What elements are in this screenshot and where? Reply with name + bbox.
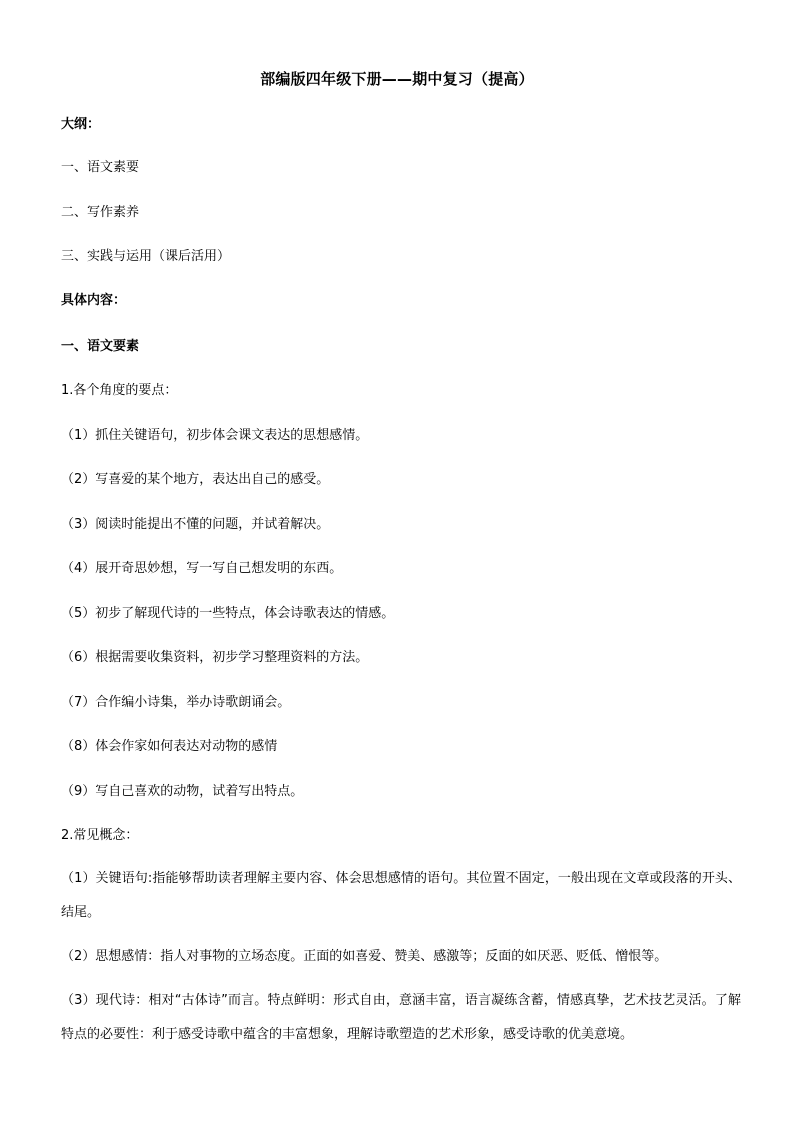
outline-heading: 大纲：	[61, 117, 101, 132]
subsection-2-heading: 2.常见概念：	[61, 828, 139, 843]
outline-item-1: 一、语文素要	[61, 160, 140, 175]
details-heading: 具体内容：	[61, 293, 127, 308]
key-point-9: （9）写自己喜欢的动物，试着写出特点。	[61, 784, 304, 799]
key-point-1: （1）抓住关键语句，初步体会课文表达的思想感情。	[61, 428, 369, 443]
concept-3: （3）现代诗：相对“古体诗”而言。特点鲜明：形式自由，意涵丰富，语言凝练含蓄，情感真挚，艺术技艺灵活。了解特点的必要性：利于感受诗歌中蕴含的丰富想象，理解诗歌塑造的艺术形象，感受诗歌的优美意境。	[61, 993, 741, 1042]
key-point-2: （2）写喜爱的某个地方，表达出自己的感受。	[61, 472, 330, 487]
outline-item-2: 二、写作素养	[61, 205, 140, 220]
key-point-5: （5）初步了解现代诗的一些特点，体会诗歌表达的情感。	[61, 606, 395, 621]
key-point-8: （8）体会作家如何表达对动物的感情	[61, 739, 278, 754]
key-point-7: （7）合作编小诗集，举办诗歌朗诵会。	[61, 695, 291, 710]
key-point-4: （4）展开奇思妙想，写一写自己想发明的东西。	[61, 561, 343, 576]
outline-item-3: 三、实践与运用（课后活用）	[61, 249, 231, 264]
subsection-1-heading: 1.各个角度的要点：	[61, 383, 178, 398]
concept-2: （2）思想感情：指人对事物的立场态度。正面的如喜爱、赞美、感激等；反面的如厌恶、贬低、憎恨等。	[61, 949, 668, 964]
key-point-3: （3）阅读时能提出不懂的问题，并试着解决。	[61, 517, 330, 532]
page-title: 部编版四年级下册——期中复习（提高）	[260, 70, 534, 88]
key-point-6: （6）根据需要收集资料，初步学习整理资料的方法。	[61, 650, 369, 665]
concept-1: （1）关键语句:指能够帮助读者理解主要内容、体会思想感情的语句。其位置不固定，一般出现在文章或段落的开头、结尾。	[61, 871, 741, 920]
section-1-heading: 一、语文要素	[61, 339, 140, 354]
